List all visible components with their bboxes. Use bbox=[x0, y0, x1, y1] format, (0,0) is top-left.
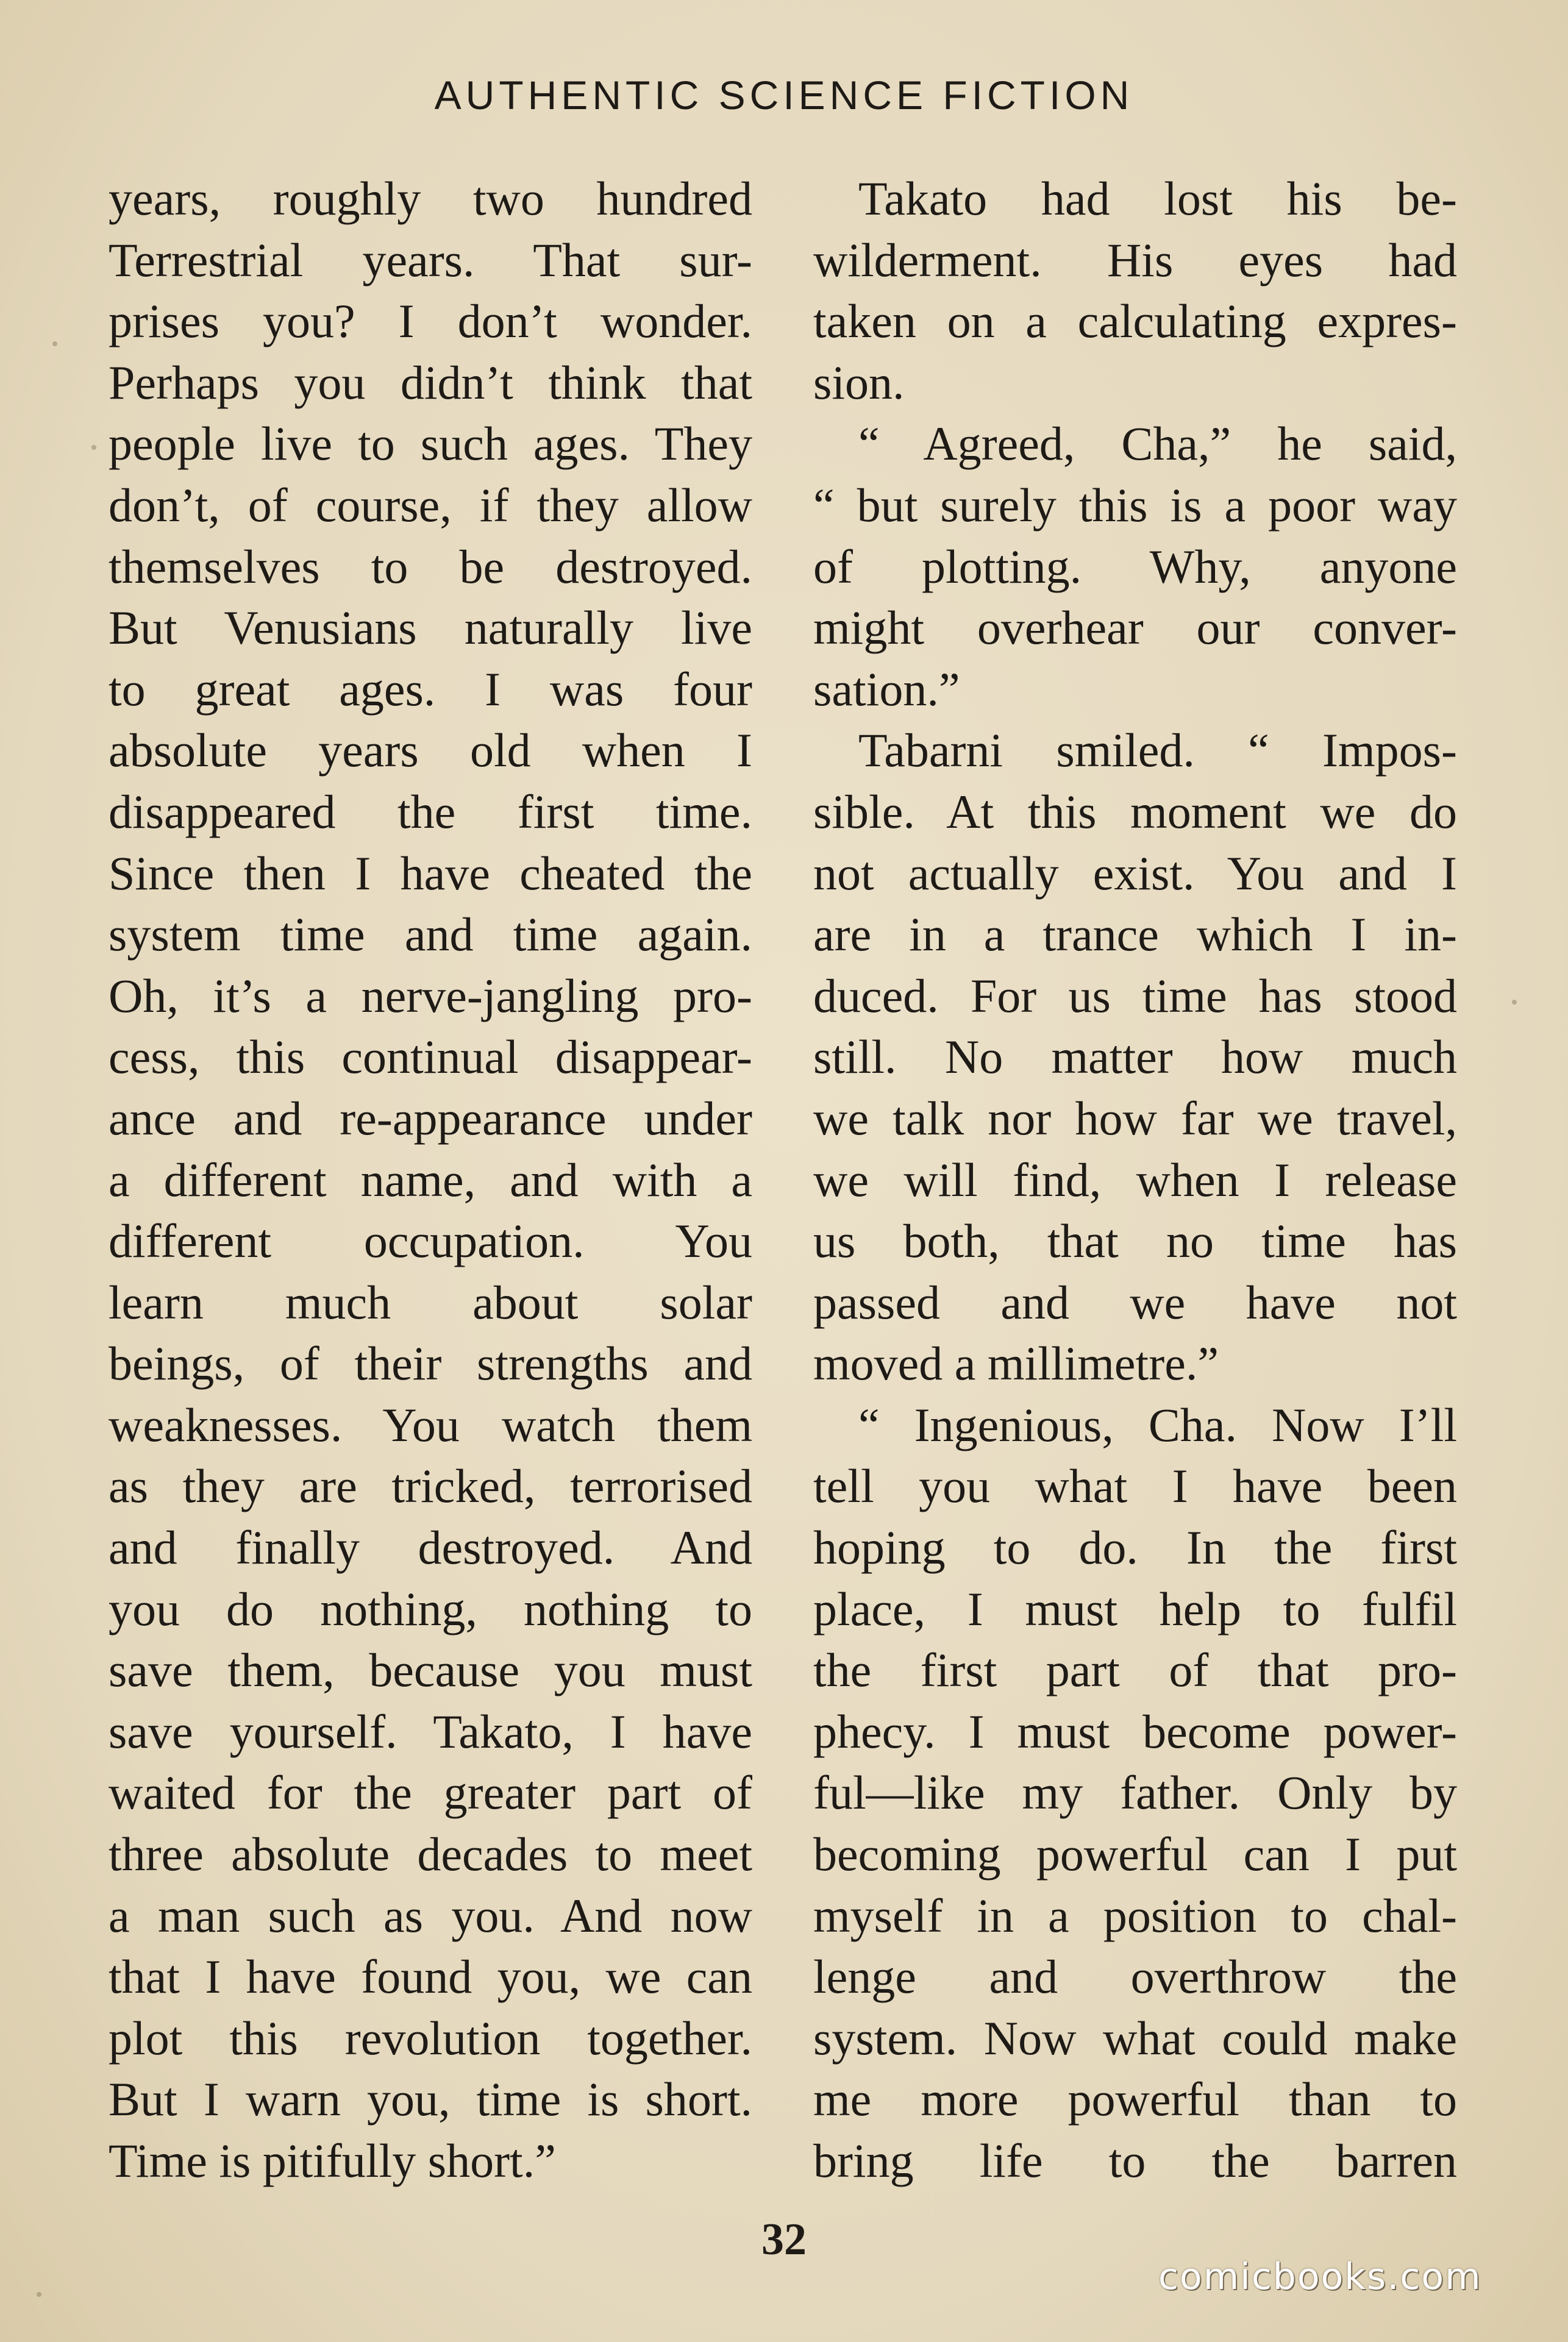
text-line: Tabarni smiled. “ Impos- bbox=[858, 724, 1457, 777]
text-line: system time and time again. bbox=[109, 908, 752, 961]
text-line: learn much about solar bbox=[109, 1275, 752, 1329]
text-line: wilderment. His eyes had bbox=[813, 233, 1457, 287]
paper-speck bbox=[1512, 1000, 1517, 1005]
text-line: absolute years old when I bbox=[109, 724, 752, 777]
text-line: you do nothing, nothing to bbox=[109, 1582, 752, 1635]
text-line: Oh, it’s a nerve-jangling pro- bbox=[109, 969, 752, 1022]
text-line: sion. bbox=[813, 355, 905, 409]
page-number: 32 bbox=[761, 2215, 807, 2265]
text-line: prises you? I don’t wonder. bbox=[109, 294, 752, 348]
left-text-column bbox=[109, 168, 752, 2192]
text-line: as they are tricked, terrorised bbox=[109, 1459, 752, 1513]
text-line: Terrestrial years. That sur- bbox=[109, 233, 752, 287]
text-line: moved a millimetre.” bbox=[813, 1337, 1219, 1390]
text-line: the first part of that pro- bbox=[813, 1643, 1457, 1697]
text-line: save yourself. Takato, I have bbox=[109, 1704, 752, 1758]
text-line: sible. At this moment we do bbox=[813, 785, 1457, 838]
text-line: “ but surely this is a poor way bbox=[813, 478, 1457, 532]
paper-speck bbox=[37, 2292, 41, 2297]
text-line: of plotting. Why, anyone bbox=[813, 539, 1457, 593]
text-line: save them, because you must bbox=[109, 1643, 752, 1697]
text-line: place, I must help to fulfil bbox=[813, 1582, 1457, 1635]
text-line: might overhear our conver- bbox=[813, 601, 1457, 655]
text-line: three absolute decades to meet bbox=[109, 1828, 752, 1881]
text-line: hoping to do. In the first bbox=[813, 1521, 1457, 1575]
text-line: Time is pitifully short.” bbox=[109, 2134, 556, 2187]
text-line: plot this revolution together. bbox=[109, 2011, 752, 2065]
text-line: lenge and overthrow the bbox=[813, 1950, 1457, 2004]
text-line: we talk nor how far we travel, bbox=[813, 1091, 1457, 1145]
text-line: sation.” bbox=[813, 662, 960, 716]
paper-speck bbox=[91, 445, 96, 450]
paper-speck bbox=[52, 341, 57, 346]
text-line: a man such as you. And now bbox=[109, 1888, 752, 1942]
text-line: “ Agreed, Cha,” he said, bbox=[858, 417, 1457, 471]
text-line: becoming powerful can I put bbox=[813, 1828, 1457, 1881]
running-header: AUTHENTIC SCIENCE FICTION bbox=[434, 73, 1134, 118]
text-line: me more powerful than to bbox=[813, 2073, 1457, 2126]
text-line: “ Ingenious, Cha. Now I’ll bbox=[858, 1398, 1457, 1451]
text-line: disappeared the first time. bbox=[109, 785, 752, 838]
text-line: phecy. I must become power- bbox=[813, 1704, 1457, 1758]
text-line: are in a trance which I in- bbox=[813, 908, 1457, 961]
text-line: Takato had lost his be- bbox=[858, 172, 1457, 225]
text-line: and finally destroyed. And bbox=[109, 1521, 752, 1575]
text-line: people live to such ages. They bbox=[109, 417, 752, 471]
text-line: years, roughly two hundred bbox=[109, 172, 752, 225]
text-line: beings, of their strengths and bbox=[109, 1337, 752, 1390]
text-line: myself in a position to chal- bbox=[813, 1888, 1457, 1942]
text-line: cess, this continual disappear- bbox=[109, 1030, 752, 1084]
text-line: duced. For us time has stood bbox=[813, 969, 1457, 1022]
text-line: themselves to be destroyed. bbox=[109, 539, 752, 593]
text-line: us both, that no time has bbox=[813, 1214, 1457, 1268]
text-line: weaknesses. You watch them bbox=[109, 1398, 752, 1451]
text-line: passed and we have not bbox=[813, 1275, 1457, 1329]
text-line: not actually exist. You and I bbox=[813, 846, 1457, 900]
text-line: don’t, of course, if they allow bbox=[109, 478, 752, 532]
text-line: But I warn you, time is short. bbox=[109, 2073, 752, 2126]
text-line: taken on a calculating expres- bbox=[813, 294, 1457, 348]
text-line: ance and re-appearance under bbox=[109, 1091, 752, 1145]
text-line: we will find, when I release bbox=[813, 1153, 1457, 1206]
text-line: bring life to the barren bbox=[813, 2134, 1457, 2187]
text-line: tell you what I have been bbox=[813, 1459, 1457, 1513]
text-line: system. Now what could make bbox=[813, 2011, 1457, 2065]
text-line: Since then I have cheated the bbox=[109, 846, 752, 900]
source-watermark: comicbooks.com bbox=[1158, 2255, 1482, 2298]
text-line: that I have found you, we can bbox=[109, 1950, 752, 2004]
text-line: waited for the greater part of bbox=[109, 1766, 752, 1820]
text-line: ful—like my father. Only by bbox=[813, 1766, 1457, 1820]
text-line: a different name, and with a bbox=[109, 1153, 752, 1206]
text-line: But Venusians naturally live bbox=[109, 601, 752, 655]
text-line: different occupation. You bbox=[109, 1214, 752, 1268]
text-line: still. No matter how much bbox=[813, 1030, 1457, 1084]
text-line: Perhaps you didn’t think that bbox=[109, 355, 752, 409]
text-line: to great ages. I was four bbox=[109, 662, 752, 716]
right-text-column bbox=[813, 168, 1457, 2192]
